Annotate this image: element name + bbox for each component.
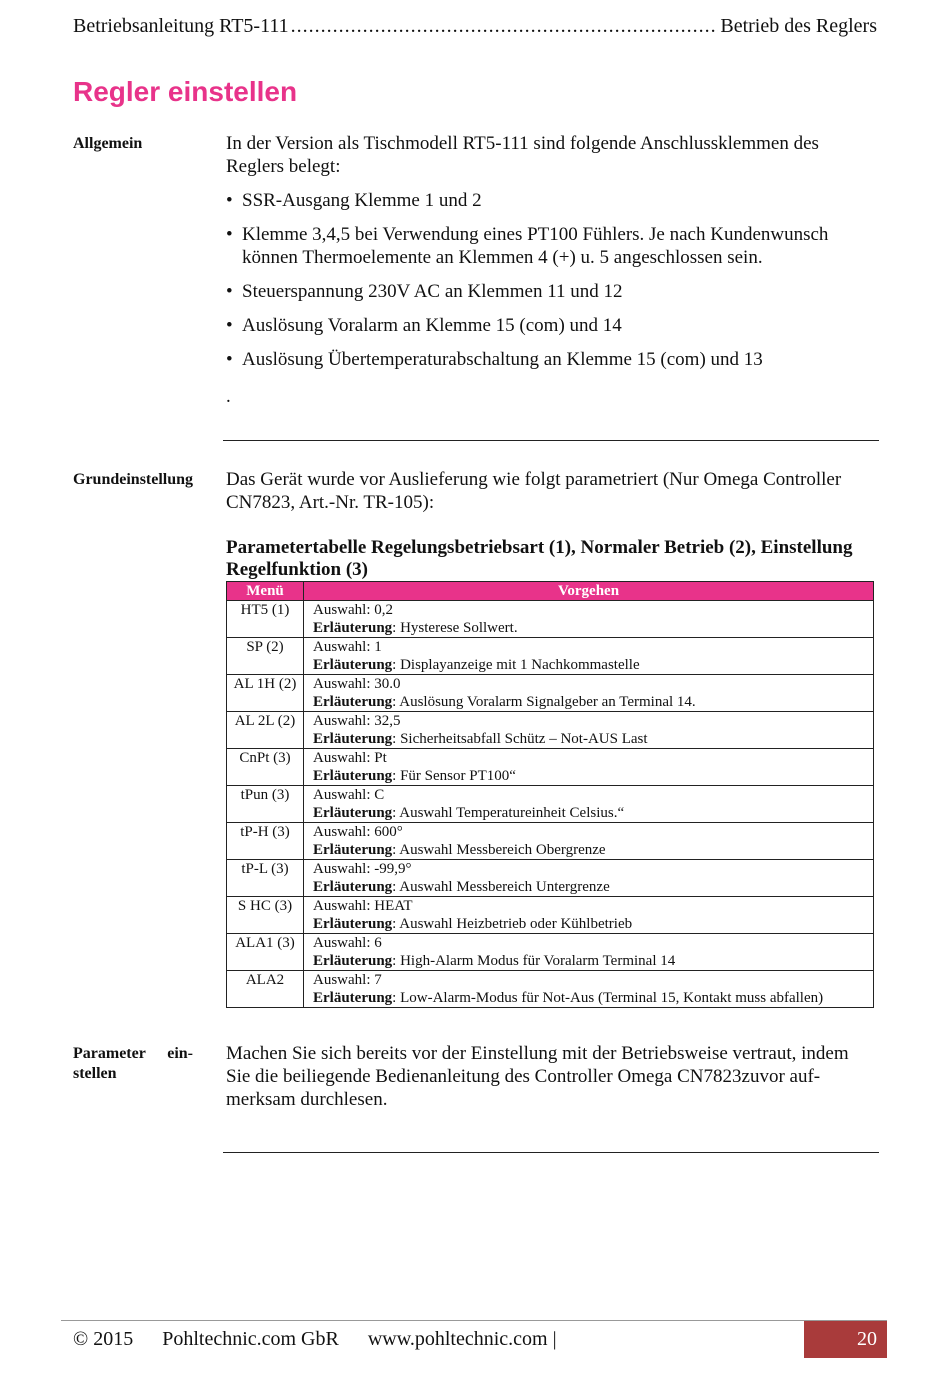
explanation xyxy=(313,952,869,970)
procedure-cell xyxy=(304,601,874,638)
section-label-parameter: Parameter ein-stellen xyxy=(73,1045,193,1082)
explanation-text: : Displayanzeige mit 1 Nachkommastelle xyxy=(392,657,640,673)
selection-value: Auswahl: Pt xyxy=(313,750,387,766)
explanation-text: : Auswahl Messbereich Obergrenze xyxy=(392,842,606,858)
list-item: • Klemme 3,4,5 bei Verwendung eines PT100 Fühlers. Je nach Kundenwunsch können Thermoelemente an Klemmen 4 (+) u. 5 angeschlossen sein. xyxy=(226,223,876,269)
explanation-text: : High-Alarm Modus für Voralarm Terminal 14 xyxy=(392,953,676,969)
table-row xyxy=(227,897,874,934)
menu-cell: tP-H (3) xyxy=(227,823,304,860)
menu-cell: ALA1 (3) xyxy=(227,934,304,971)
procedure-cell xyxy=(304,934,874,971)
selection-value: Auswahl: 32,5 xyxy=(313,713,401,729)
footer-divider xyxy=(61,1320,887,1321)
explanation-label: Erläuterung xyxy=(313,620,393,636)
parameter-table-body xyxy=(227,601,874,1008)
section-allgemein xyxy=(226,132,876,408)
parameter-text: Machen Sie sich bereits vor der Einstellung mit der Betriebsweise vertraut, indem Sie die beiliegende Bedienanleitung des Controller Omega CN7823zuvor auf-merksam durchlesen. xyxy=(226,1043,849,1110)
table-row xyxy=(227,860,874,897)
list-item: • Auslösung Voralarm an Klemme 15 (com) und 14 xyxy=(226,314,876,337)
table-caption: Parametertabelle Regelungsbetriebsart (1), Normaler Betrieb (2), Einstellung Regelfunktion (3) xyxy=(226,537,853,580)
explanation-text: : Hysterese Sollwert. xyxy=(392,620,518,636)
selection-value: Auswahl: C xyxy=(313,787,385,803)
menu-cell: ALA2 xyxy=(227,971,304,1008)
column-header-menu: Menü xyxy=(227,582,304,601)
section-divider xyxy=(223,440,879,441)
selection-value: Auswahl: 0,2 xyxy=(313,602,393,618)
selection-value: Auswahl: 6 xyxy=(313,935,382,951)
selection-value: Auswahl: 7 xyxy=(313,972,382,988)
menu-cell: AL 2L (2) xyxy=(227,712,304,749)
section-divider xyxy=(223,1152,879,1153)
menu-cell: SP (2) xyxy=(227,638,304,675)
menu-cell: AL 1H (2) xyxy=(227,675,304,712)
table-row xyxy=(227,712,874,749)
explanation xyxy=(313,841,869,859)
procedure-cell xyxy=(304,712,874,749)
table-row xyxy=(227,823,874,860)
column-header-procedure: Vorgehen xyxy=(304,582,874,601)
header-document-title: Betriebsanleitung RT5-111 xyxy=(73,15,289,37)
list-item: • Auslösung Übertemperaturabschaltung an Klemme 15 (com) und 13 xyxy=(226,348,876,371)
explanation-label: Erläuterung xyxy=(313,953,393,969)
page-number: 20 xyxy=(804,1321,887,1358)
footer-company: Pohltechnic.com GbR xyxy=(162,1328,339,1350)
explanation-text: : Low-Alarm-Modus für Not-Aus (Terminal 15, Kontakt muss abfallen) xyxy=(392,990,824,1006)
explanation xyxy=(313,619,869,637)
section-label-allgemein: Allgemein xyxy=(73,135,143,152)
explanation-label: Erläuterung xyxy=(313,694,393,710)
list-item: • Steuerspannung 230V AC an Klemmen 11 und 12 xyxy=(226,280,876,303)
explanation-label: Erläuterung xyxy=(313,657,393,673)
procedure-cell xyxy=(304,749,874,786)
header-chapter-title: Betrieb des Reglers xyxy=(720,15,877,37)
procedure-cell xyxy=(304,675,874,712)
procedure-cell xyxy=(304,971,874,1008)
footer-website: www.pohltechnic.com | xyxy=(367,1328,557,1350)
explanation xyxy=(313,804,869,822)
selection-value: Auswahl: 30.0 xyxy=(313,676,401,692)
section-parameter xyxy=(226,1042,876,1111)
explanation-text: : Für Sensor PT100“ xyxy=(392,768,516,784)
explanation-label: Erläuterung xyxy=(313,731,393,747)
menu-cell: S HC (3) xyxy=(227,897,304,934)
explanation-text: : Auswahl Temperatureinheit Celsius.“ xyxy=(392,805,625,821)
procedure-cell xyxy=(304,786,874,823)
explanation-label: Erläuterung xyxy=(313,916,393,932)
page-title: Regler einstellen xyxy=(73,76,298,107)
table-row xyxy=(227,638,874,675)
explanation-label: Erläuterung xyxy=(313,879,393,895)
footer-copyright: © 2015 xyxy=(73,1328,134,1350)
list-item: • SSR-Ausgang Klemme 1 und 2 xyxy=(226,189,876,212)
explanation xyxy=(313,915,869,933)
explanation-label: Erläuterung xyxy=(313,768,393,784)
table-row xyxy=(227,601,874,638)
table-row xyxy=(227,934,874,971)
trailing-dot: . xyxy=(226,386,231,407)
section-label-grundeinstellung: Grundeinstellung xyxy=(73,471,194,488)
explanation-text: : Auswahl Messbereich Untergrenze xyxy=(392,879,610,895)
parameter-table xyxy=(226,581,874,1008)
explanation-text: : Auslösung Voralarm Signalgeber an Terminal 14. xyxy=(392,694,696,710)
running-header xyxy=(73,15,877,41)
terminal-list xyxy=(226,189,876,371)
menu-cell: tPun (3) xyxy=(227,786,304,823)
table-row xyxy=(227,786,874,823)
menu-cell: tP-L (3) xyxy=(227,860,304,897)
explanation xyxy=(313,693,869,711)
procedure-cell xyxy=(304,638,874,675)
explanation-label: Erläuterung xyxy=(313,805,393,821)
table-row xyxy=(227,749,874,786)
selection-value: Auswahl: 1 xyxy=(313,639,382,655)
explanation xyxy=(313,767,869,785)
selection-value: Auswahl: HEAT xyxy=(313,898,413,914)
explanation xyxy=(313,730,869,748)
explanation xyxy=(313,989,869,1007)
allgemein-intro: In der Version als Tischmodell RT5-111 sind folgende Anschlussklemmen des Reglers belegt: xyxy=(226,133,819,177)
explanation-text: : Sicherheitsabfall Schütz – Not-AUS Last xyxy=(392,731,648,747)
explanation xyxy=(313,878,869,896)
table-row xyxy=(227,675,874,712)
section-grundeinstellung xyxy=(226,468,876,514)
procedure-cell xyxy=(304,860,874,897)
explanation-label: Erläuterung xyxy=(313,990,393,1006)
table-row xyxy=(227,971,874,1008)
menu-cell: CnPt (3) xyxy=(227,749,304,786)
explanation-text: : Auswahl Heizbetrieb oder Kühlbetrieb xyxy=(392,916,633,932)
selection-value: Auswahl: -99,9° xyxy=(313,861,412,877)
table-header-row xyxy=(227,582,874,601)
grundeinstellung-intro: Das Gerät wurde vor Auslieferung wie folgt parametriert (Nur Omega Controller CN7823, Art.-Nr. TR-105): xyxy=(226,469,842,513)
header-leader-dots xyxy=(291,15,719,38)
menu-cell: HT5 (1) xyxy=(227,601,304,638)
page-footer xyxy=(73,1328,581,1351)
explanation-label: Erläuterung xyxy=(313,842,393,858)
procedure-cell xyxy=(304,823,874,860)
procedure-cell xyxy=(304,897,874,934)
explanation xyxy=(313,656,869,674)
selection-value: Auswahl: 600° xyxy=(313,824,403,840)
